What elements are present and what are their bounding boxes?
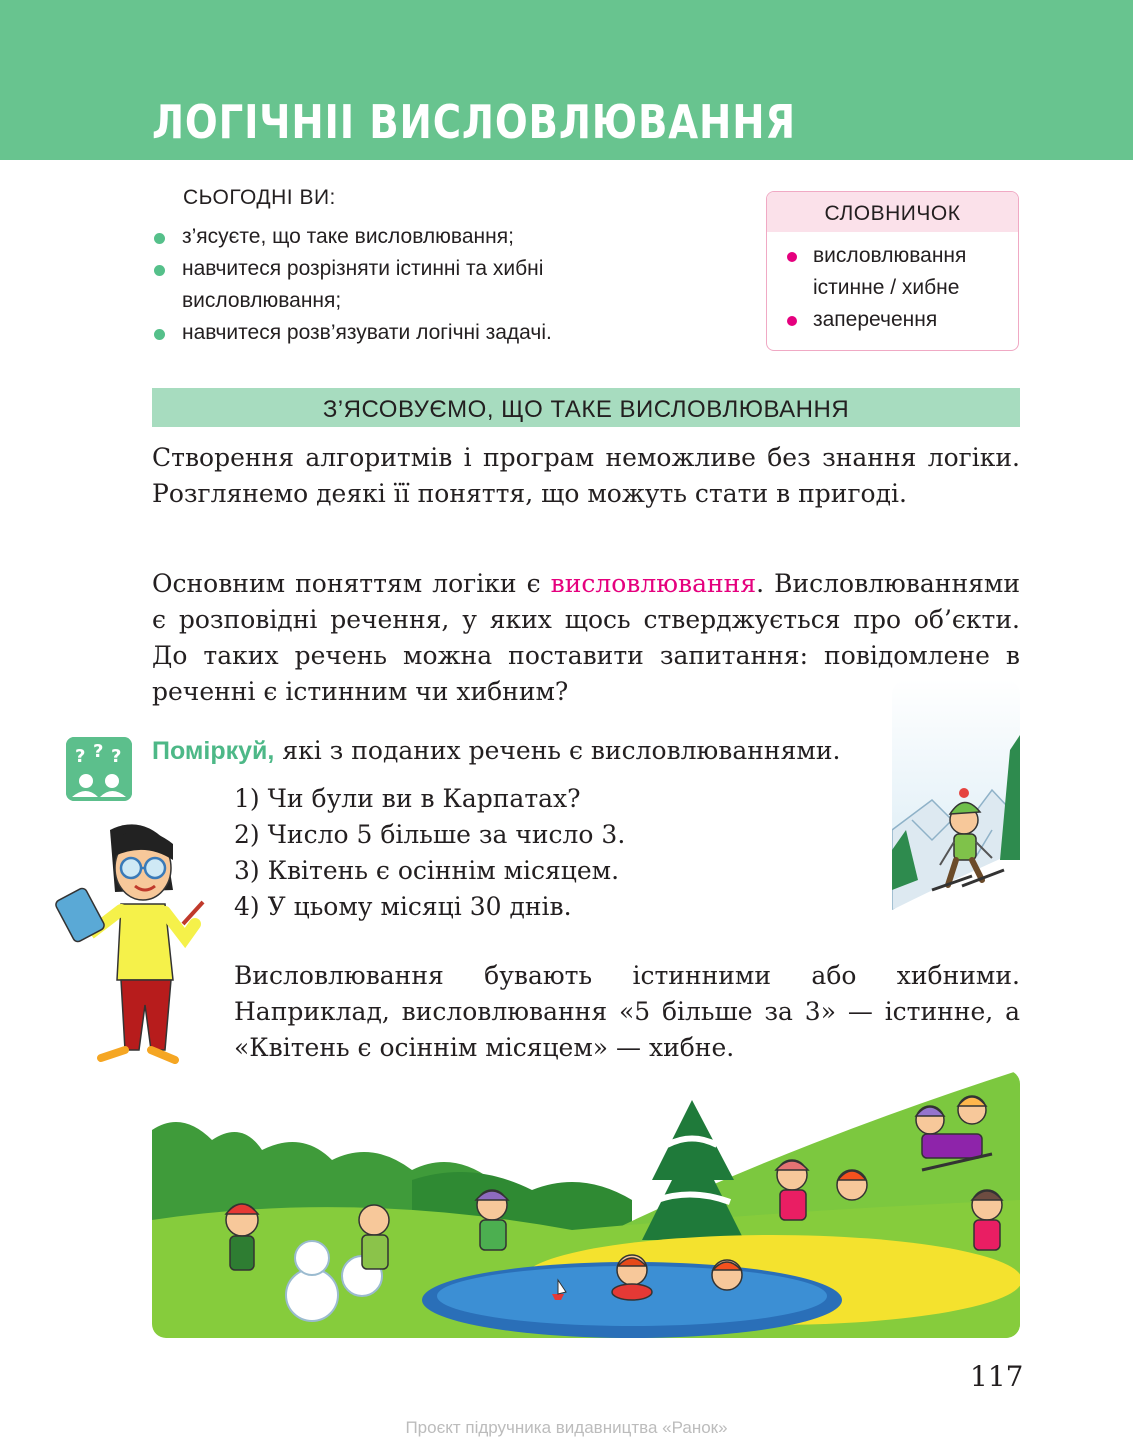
question-item: 3) Квітень є осіннім місяцем. [234, 856, 620, 885]
bullet-icon [154, 329, 165, 340]
section-heading: З’ЯСОВУЄМО, ЩО ТАКЕ ВИСЛОВЛЮВАННЯ [152, 388, 1020, 427]
question-item: 1) Чи були ви в Карпатах? [234, 784, 581, 813]
bullet-icon [154, 265, 165, 276]
key-term: висловлювання [550, 569, 757, 598]
vocabulary-item: заперечення [785, 304, 1018, 336]
page-title: ЛОГІЧНІІ ВИСЛОВЛЮВАННЯ [152, 95, 796, 149]
bullet-icon [154, 233, 165, 244]
objectives-heading: СЬОГОДНІ ВИ: [183, 186, 336, 209]
question-item: 2) Число 5 більше за число 3. [234, 820, 626, 849]
vocabulary-item-continuation: істинне / хибне [813, 276, 960, 299]
svg-text:?: ? [111, 746, 122, 767]
svg-text:?: ? [75, 746, 86, 767]
question-list [234, 781, 625, 925]
vocabulary-list [767, 232, 1018, 336]
skier-illustration [892, 680, 1020, 950]
paragraph-intro: Створення алгоритмів і програм неможливе без знання логіки. Розглянемо деякі її поняття, що можуть стати в пригоді. [152, 443, 1020, 508]
paragraph-true-false: Висловлювання бувають істинними або хибними. Наприклад, висловлювання «5 більше за 3» — істинне, а «Квітень є осіннім місяцем» — хибне. [234, 961, 1020, 1062]
bullet-icon [787, 252, 797, 262]
teacher-illustration [55, 820, 215, 1070]
vocabulary-heading: СЛОВНИЧОК [767, 192, 1018, 232]
page-number: 117 [970, 1360, 1024, 1393]
think-prompt: Поміркуй, які з поданих речень є висловлюваннями. [152, 736, 841, 765]
svg-text:?: ? [93, 741, 104, 762]
vocabulary-item: висловлювання [785, 240, 1018, 272]
objective-item-continuation: висловлювання; [182, 289, 342, 312]
objective-item: навчитеся розв’язувати логічні задачі. [152, 317, 712, 349]
park-scene-illustration [152, 1070, 1020, 1338]
think-label: Поміркуй, [152, 737, 275, 765]
objectives-list [152, 221, 712, 349]
paragraph-definition: Основним поняттям логіки є висловлювання. Висловлюваннями є розповідні речення, у яких щось стверджується про об’єкти. До таких речень можна поставити запитання: повідомлене в реченні є істинним чи хибним? [152, 569, 1020, 706]
think-icon [66, 737, 132, 801]
question-item: 4) У цьому місяці 30 днів. [234, 892, 572, 921]
objective-item: навчитеся розрізняти істинні та хибні [152, 253, 712, 285]
objective-item: з’ясуєте, що таке висловлювання; [152, 221, 712, 253]
bullet-icon [787, 316, 797, 326]
vocabulary-box [766, 191, 1019, 351]
footer-watermark: Проєкт підручника видавництва «Ранок» [405, 1418, 728, 1437]
